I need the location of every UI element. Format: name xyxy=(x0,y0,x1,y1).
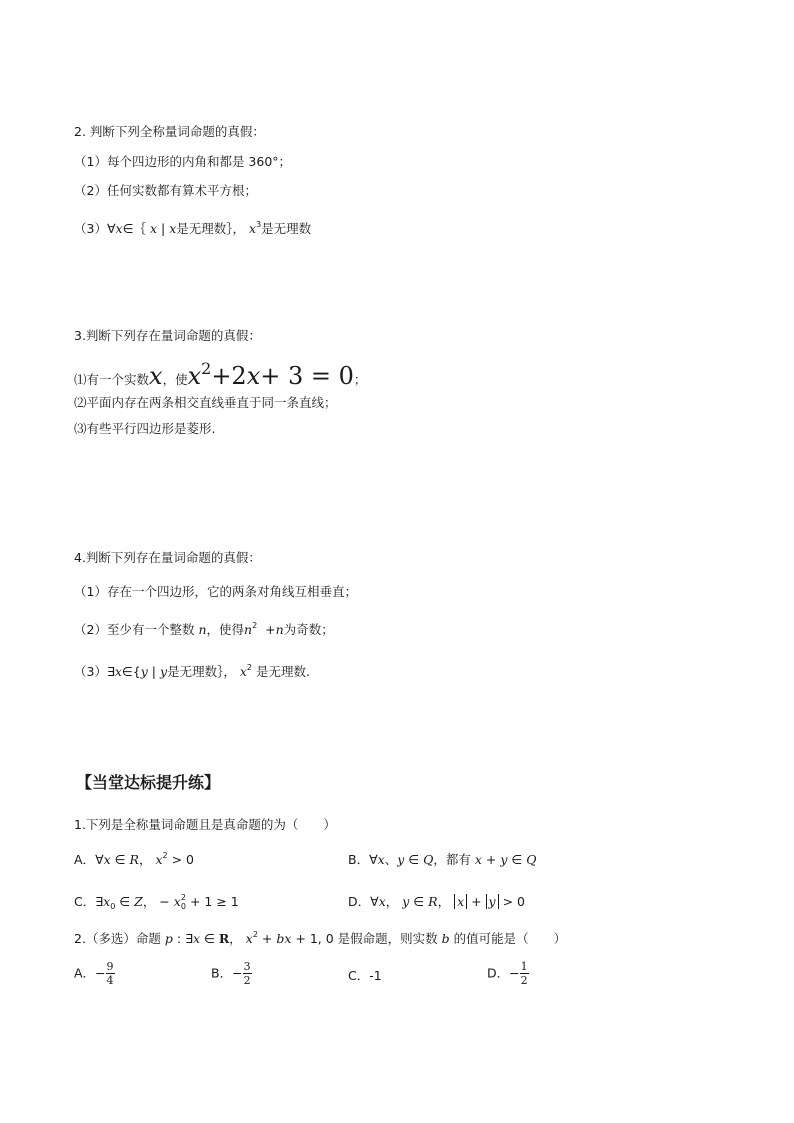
q4-item-3: （3）∃x∈{y | y是无理数｝， $x^2$ 是无理数. xyxy=(74,663,310,679)
q2-title: 2. 判断下列全称量词命题的真假： xyxy=(74,124,265,139)
q3-item-1: ⑴有一个实数x，使x2+2x+ 3 = 0； xyxy=(74,359,367,390)
p2-option-a: A．− $\frac{9}{4}$ xyxy=(74,960,114,987)
q3-item-3: ⑶有些平行四边形是菱形. xyxy=(74,421,216,436)
p2-option-b: B．− $\frac{3}{2}$ xyxy=(211,960,251,987)
q4-item-1: （1）存在一个四边形，它的两条对角线互相垂直； xyxy=(74,584,357,599)
p2-option-c: C．-1 xyxy=(348,968,382,983)
p1-option-c: C．$\exists x_0$ ∈ Z， − $x_0^2 + 1 \ge 1$ xyxy=(74,893,239,911)
p2-stem: 2.（多选）命题 p : ∃x ∈ R， $x^2$ + bx + 1, 0 是假命题，则实数 b 的值可能是（ ） xyxy=(74,930,567,946)
p1-option-d: D．∀x， y ∈ R， x + y > 0 xyxy=(348,894,525,909)
p1-option-a: A．∀x ∈ R， $x^2 > 0$ xyxy=(74,851,194,867)
q4-item-2: （2）至少有一个整数 n，使得$n^2 +n$为奇数； xyxy=(74,621,334,637)
q3-title: 3.判断下列存在量词命题的真假： xyxy=(74,328,261,343)
p1-option-b: B．∀x、y ∈ Q，都有 x + y ∈ Q xyxy=(348,852,537,867)
q3-item-2: ⑵平面内存在两条相交直线垂直于同一条直线； xyxy=(74,395,337,410)
section-heading: 【当堂达标提升练】 xyxy=(76,773,221,792)
p2-option-d: D．− $\frac{1}{2}$ xyxy=(487,960,528,987)
q2-item-1: （1）每个四边形的内角和都是 360°； xyxy=(74,154,292,169)
p1-stem: 1.下列是全称量词命题且是真命题的为（ ） xyxy=(74,817,336,832)
q2-item-3: （3）∀x∈｛ x | x是无理数｝， $x^3$是无理数 xyxy=(74,220,312,236)
q4-title: 4.判断下列存在量词命题的真假： xyxy=(74,550,261,565)
q2-item-2: （2）任何实数都有算术平方根； xyxy=(74,183,257,198)
